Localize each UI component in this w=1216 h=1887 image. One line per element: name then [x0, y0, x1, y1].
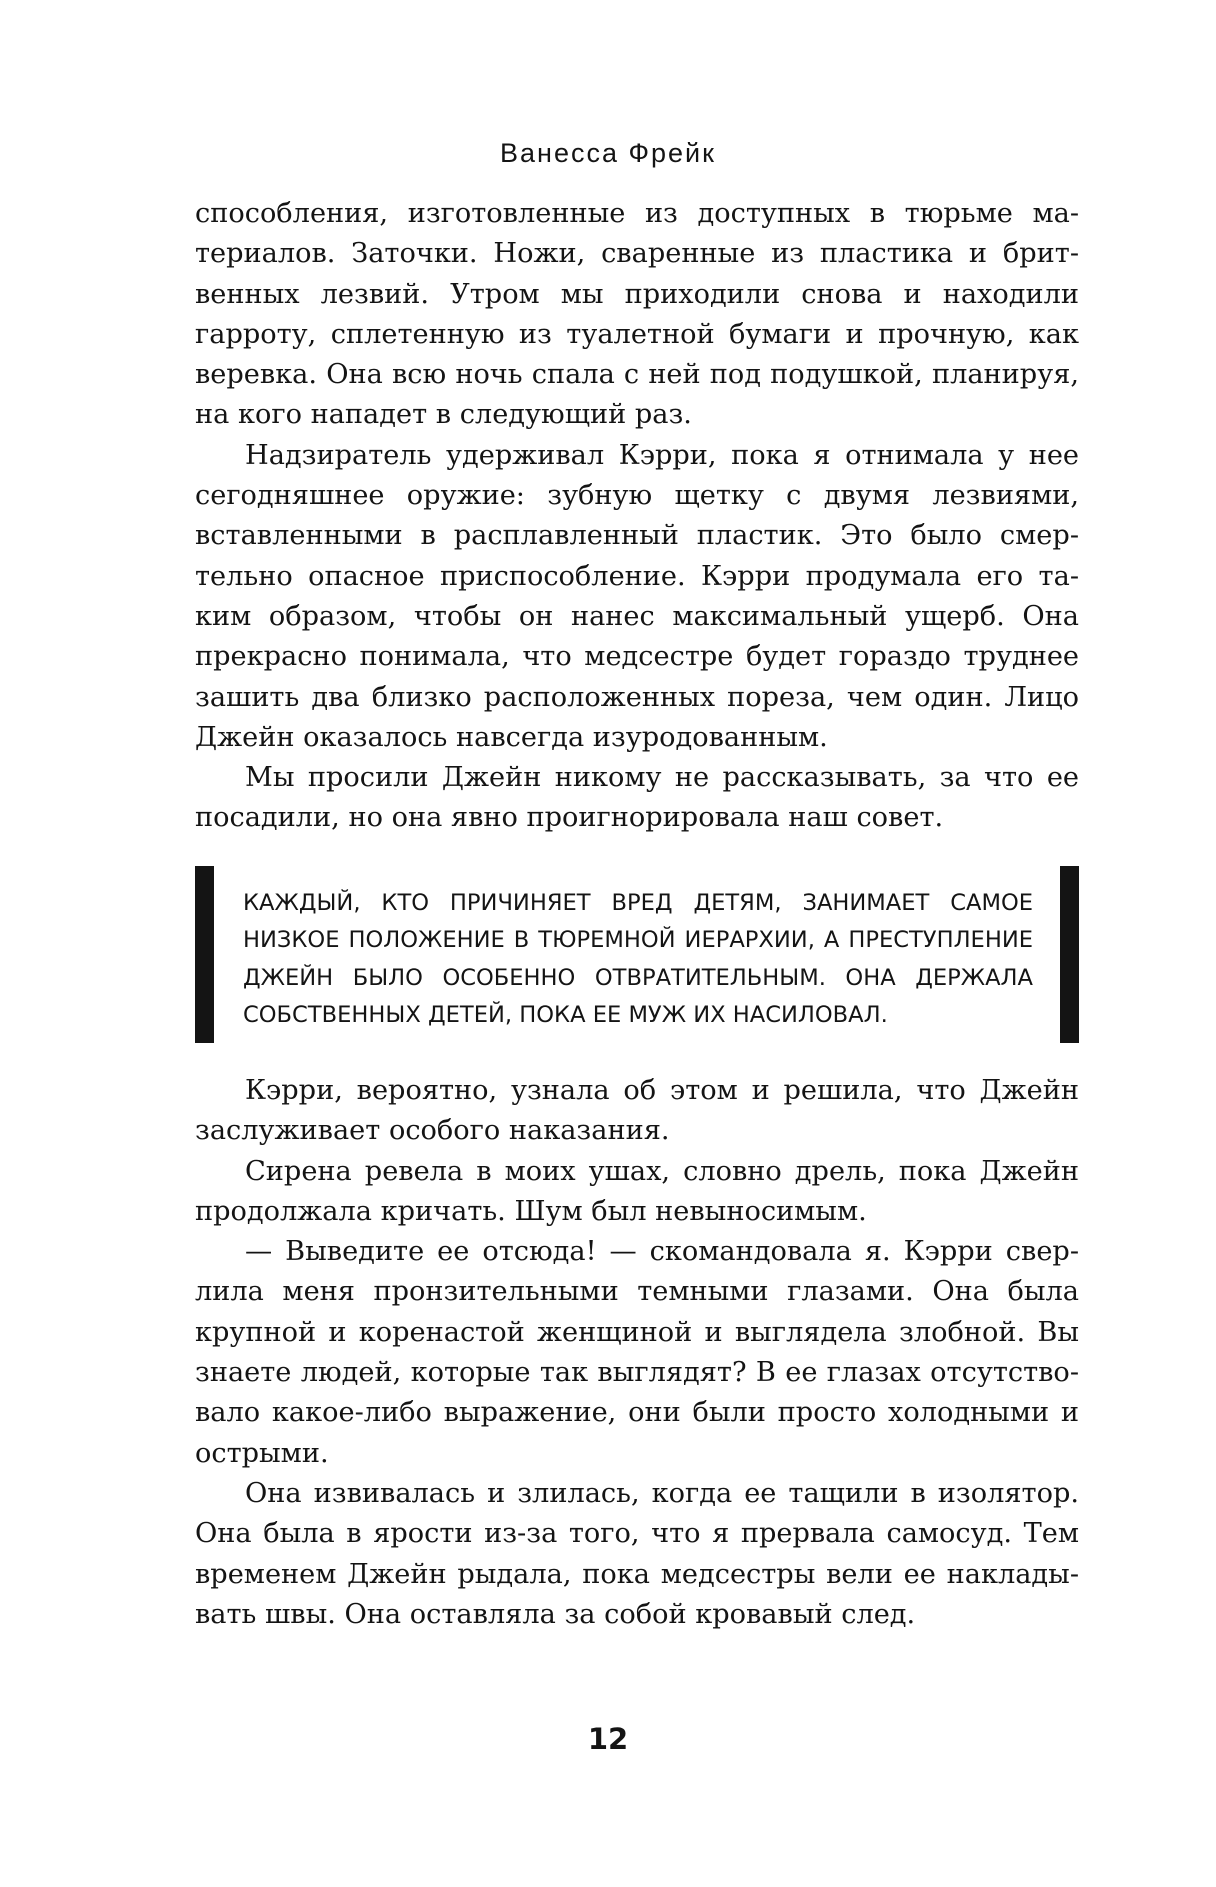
paragraph: Сирена ревела в моих ушах, словно дрель, пока Джейн продолжала кричать. Шум был невыносимым.: [195, 1155, 1079, 1227]
paragraph: Мы просили Джейн никому не рассказывать, за что ее посадили, но она явно проигнорировала наш совет.: [195, 762, 1079, 834]
page-number: 12: [587, 1722, 629, 1756]
paragraph: Надзиратель удерживал Кэрри, пока я отнимала у нее сегодняшнее оружие: зубную щетку с двумя лезвиями, вставленными в расплавленный пластик. Это было смертельно опасное приспособление. Кэрри продумала его таким образом, чтобы он нанес максимальный ущерб. Она прекрасно понимала, что медсестре будет гораздо труднее зашить два близко расположенных пореза, чем один. Лицо Джейн оказалось навсегда изуродованным.: [195, 439, 1079, 753]
paragraph: Кэрри, вероятно, узнала об этом и решила, что Джейн заслуживает особого наказания.: [195, 1075, 1079, 1147]
pull-quote-text: КАЖДЫЙ, КТО ПРИЧИНЯЕТ ВРЕД ДЕТЯМ, ЗАНИМАЕТ САМОЕ НИЗКОЕ ПОЛОЖЕНИЕ В ТЮРЕМНОЙ ИЕРАРХИИ, А ПРЕСТУПЛЕНИЕ ДЖЕЙН БЫЛО ОСОБЕННО ОТВРАТИТЕЛЬНЫМ. ОНА ДЕРЖАЛА СОБСТВЕННЫХ ДЕТЕЙ, ПОКА ЕЕ МУЖ ИХ НАСИЛОВАЛ.: [243, 890, 1033, 1029]
left-bracket-icon: [195, 866, 214, 1043]
running-header: Ванесса Фрейк: [500, 138, 716, 168]
paragraph: Она извивалась и злилась, когда ее тащили в изолятор. Она была в ярости из-за того, что я прервала самосуд. Тем временем Джейн рыдала, пока медсестры вели ее накладывать швы. Она оставляла за собой кровавый след.: [195, 1477, 1079, 1630]
paragraph: — Выведите ее отсюда! — скомандовала я. Кэрри сверлила меня пронзительными темными глазами. Она была крупной и коренастой женщиной и выглядела злобной. Вы знаете людей, которые так выглядят? В ее глазах отсутствовало какое-либо выражение, они были просто холодными и острыми.: [195, 1236, 1079, 1469]
body-text-bottom: [195, 1071, 1079, 1635]
pull-quote: [195, 866, 1079, 1043]
body-text-top: [195, 194, 1079, 839]
right-bracket-icon: [1060, 866, 1079, 1043]
paragraph: способления, изготовленные из доступных в тюрьме материалов. Заточки. Ножи, сваренные из пластика и бритвенных лезвий. Утром мы приходили снова и находили гарроту, сплетенную из туалетной бумаги и прочную, как веревка. Она всю ночь спала с ней под подушкой, планируя, на кого нападет в следующий раз.: [195, 198, 1079, 431]
